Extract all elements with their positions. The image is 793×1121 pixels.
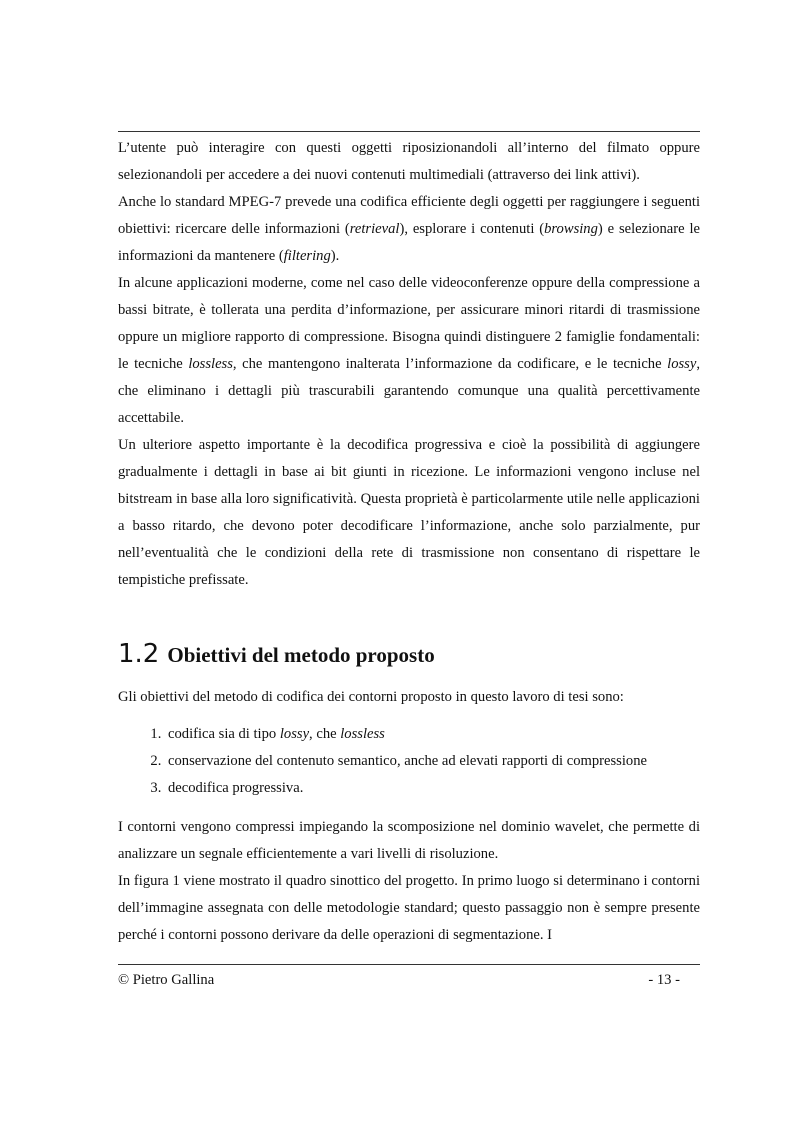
text-run: conservazione del contenuto semantico, anche ad elevati rapporti di compressione bbox=[168, 753, 647, 769]
paragraph: I contorni vengono compressi impiegando la scomposizione nel dominio wavelet, che permette di analizzare un segnale efficientemente a vari livelli di risoluzione. bbox=[118, 819, 700, 862]
text-run: In alcune applicazioni moderne, come nel caso delle videoconferenze oppure della compressione a bassi bitrate, è tollerata una perdita d’informazione, per assicurare minori ritardi di trasmissione oppure un migliore rapporto di compressione. Bisogna quindi distinguere 2 famiglie fondamentali: le tecniche bbox=[118, 275, 700, 372]
text-run: , che mantengono inalterata l’informazione da codificare, e le tecniche bbox=[232, 356, 668, 372]
text-run: codifica sia di tipo bbox=[168, 726, 280, 742]
footer-author: © Pietro Gallina bbox=[118, 972, 215, 988]
header-rule bbox=[118, 131, 700, 132]
list-item bbox=[165, 721, 700, 748]
objectives-list bbox=[118, 721, 700, 802]
paragraph: In figura 1 viene mostrato il quadro sinottico del progetto. In primo luogo si determinano i contorni dell’immagine assegnata con delle metodologie standard; questo passaggio non è sempre presente perché i contorni possono derivare da delle operazioni di segmentazione. I bbox=[118, 873, 700, 943]
emphasis: lossless bbox=[188, 356, 233, 372]
paragraph bbox=[118, 432, 700, 594]
list-item bbox=[165, 775, 700, 802]
section-title: Obiettivi del metodo proposto bbox=[167, 643, 435, 667]
text-run: ), esplorare i contenuti ( bbox=[399, 221, 545, 237]
page-body bbox=[118, 135, 700, 949]
emphasis: filtering bbox=[283, 248, 331, 264]
paragraph bbox=[118, 135, 700, 189]
emphasis: lossy bbox=[279, 726, 310, 742]
text-run: ). bbox=[330, 248, 340, 264]
emphasis: retrieval bbox=[349, 221, 400, 237]
paragraph: Gli obiettivi del metodo di codifica dei contorni proposto in questo lavoro di tesi sono: bbox=[118, 689, 624, 705]
page-footer bbox=[118, 970, 680, 990]
text-run: L’utente può interagire con questi oggetti riposizionandoli all’interno del filmato oppure selezionandoli per accedere a dei nuovi contenuti multimediali (attraverso dei link attivi). bbox=[118, 140, 700, 183]
text-run: decodifica progressiva. bbox=[168, 780, 304, 796]
text-run: , che bbox=[309, 726, 341, 742]
paragraph bbox=[118, 270, 700, 432]
text-run: , che eliminano i dettagli più trascurabili garantendo comunque una qualità percettivamente accettabile. bbox=[118, 356, 700, 426]
text-run: Anche lo standard MPEG-7 prevede una codifica efficiente degli oggetti per raggiungere i seguenti obiettivi: ricercare delle informazioni ( bbox=[118, 194, 700, 237]
emphasis: lossless bbox=[340, 726, 385, 742]
page-number: - 13 - bbox=[648, 972, 680, 988]
list-item bbox=[165, 748, 700, 775]
emphasis: lossy bbox=[667, 356, 697, 372]
section-heading bbox=[118, 634, 700, 675]
emphasis: browsing bbox=[544, 221, 598, 237]
paragraph bbox=[118, 189, 700, 270]
footer-rule bbox=[118, 964, 700, 965]
text-run: ) e selezionare le informazioni da mantenere ( bbox=[118, 221, 700, 264]
text-run: Un ulteriore aspetto importante è la decodifica progressiva e cioè la possibilità di aggiungere gradualmente i dettagli in base ai bit giunti in ricezione. Le informazioni vengono incluse nel bitstream in base alla loro significatività. Questa proprietà è particolarmente utile nelle applicazioni a basso ritardo, che devono poter decodificare l’informazione, anche solo parzialmente, pur nell’eventualità che le condizioni della rete di trasmissione non consentano di rispettare le tempistiche prefissate. bbox=[118, 437, 700, 588]
section-number: 1.2 bbox=[118, 639, 160, 669]
